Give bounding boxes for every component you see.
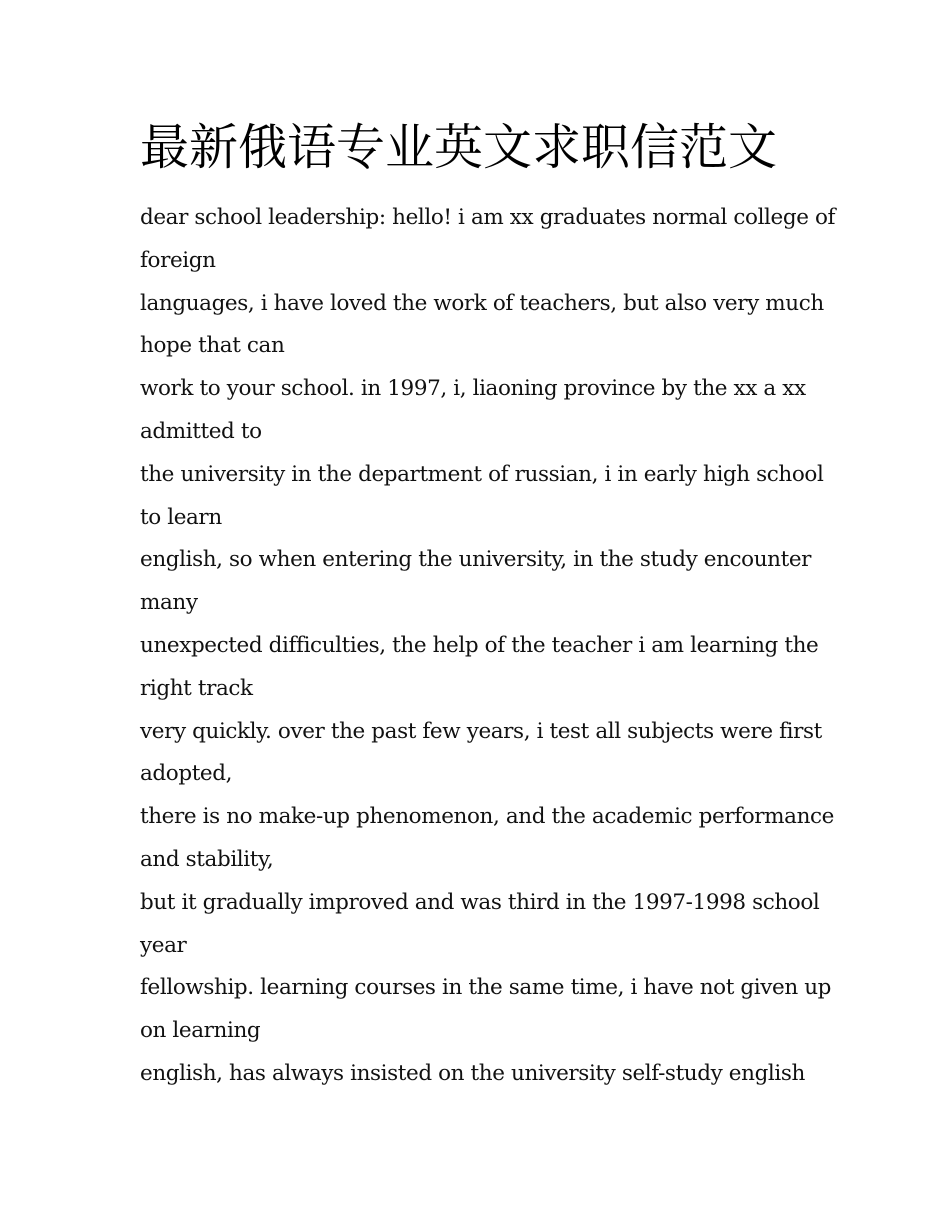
body-line: very quickly. over the past few years, i test all subjects were first [140,718,822,744]
body-line: english, so when entering the university, in the study encounter [140,547,812,573]
body-line: english, has always insisted on the university self-study english [140,1060,805,1086]
body-line: work to your school. in 1997, i, liaoning province by the xx a xx [140,376,806,402]
body-line: admitted to [140,418,262,444]
body-line: fellowship. learning courses in the same time, i have not given up [140,975,832,1001]
body-line: and stability, [140,846,274,872]
body-line: unexpected difficulties, the help of the teacher i am learning the [140,632,819,658]
body-line: hope that can [140,333,285,359]
body-line: right track [140,675,253,701]
body-line: on learning [140,1018,261,1044]
body-line: foreign [140,247,216,273]
body-line: to learn [140,504,222,530]
body-line: the university in the department of russian, i in early high school [140,461,824,487]
document-body [140,197,836,1096]
document-title: 最新俄语专业英文求职信范文 [140,119,778,176]
body-line: adopted, [140,761,233,787]
body-line: languages, i have loved the work of teachers, but also very much [140,290,824,316]
body-line: many [140,590,198,616]
body-line: year [140,932,187,958]
body-line: there is no make-up phenomenon, and the academic performance [140,804,834,830]
body-line: but it gradually improved and was third in the 1997-1998 school [140,889,820,915]
body-line: dear school leadership: hello! i am xx graduates normal college of [140,205,836,230]
